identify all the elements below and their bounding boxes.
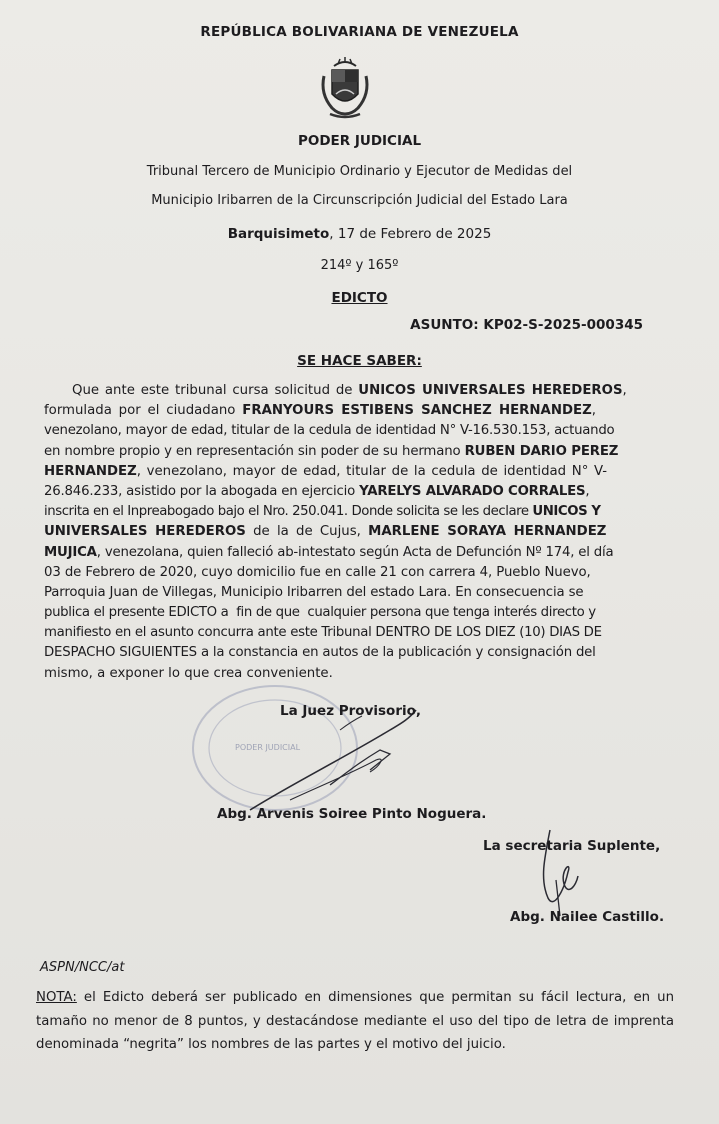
body-line: publica el presente EDICTO a fin de que cualquier persona que tenga interés directo y bbox=[44, 605, 596, 621]
notice-heading: SE HACE SABER: bbox=[297, 353, 422, 369]
branch-heading: PODER JUDICIAL bbox=[297, 133, 422, 149]
body-line: venezolano, mayor de edad, titular de la cedula de identidad N° V-16.530.153, actuando bbox=[44, 423, 615, 439]
secretary-name: Abg. Nailee Castillo. bbox=[510, 909, 665, 925]
court-stamp bbox=[190, 680, 390, 820]
years-line: 214º y 165º bbox=[320, 258, 399, 273]
body-line: en nombre propio y en representación sin poder de su hermano RUBEN DARIO PEREZ bbox=[44, 443, 619, 459]
date-line bbox=[0, 226, 719, 242]
note-text: el Edicto deberá ser publicado en dimensiones que permitan su fácil lectura, en un tamaño no menor de 8 puntos, y destacándose mediante el uso del tipo de letra de imprenta denominada “negrita” los nombres de las partes y el motivo del juicio. bbox=[36, 990, 674, 1052]
body-line: inscrita en el Inpreabogado bajo el Nro. 250.041. Donde solicita se les declare UNICOS Y bbox=[44, 504, 601, 520]
secretary-title: La secretaria Suplente, bbox=[483, 838, 661, 854]
note-label: NOTA: bbox=[36, 990, 77, 1005]
city: Barquisimeto bbox=[227, 226, 330, 242]
tribunal-line-2: Municipio Iribarren de la Circunscripción Judicial del Estado Lara bbox=[151, 193, 568, 208]
document-type: EDICTO bbox=[331, 290, 388, 306]
body-line: formulada por el ciudadano FRANYOURS ESTIBENS SANCHEZ HERNANDEZ, bbox=[44, 403, 596, 419]
body-line: Parroquia Juan de Villegas, Municipio Iribarren del estado Lara. En consecuencia se bbox=[44, 584, 584, 600]
publication-note bbox=[36, 986, 674, 1057]
body-line: MUJICA, venezolana, quien falleció ab-intestato según Acta de Defunción Nº 174, el día bbox=[44, 544, 614, 560]
reference-initials: ASPN/NCC/at bbox=[40, 960, 125, 975]
judge-name: Abg. Arvenis Soiree Pinto Noguera. bbox=[217, 806, 487, 822]
stamp-label: PODER JUDICIAL bbox=[235, 743, 301, 752]
body-line: mismo, a exponer lo que crea conveniente. bbox=[44, 665, 333, 681]
country-heading: REPÚBLICA BOLIVARIANA DE VENEZUELA bbox=[200, 24, 519, 40]
judge-title: La Juez Provisorio, bbox=[280, 703, 422, 719]
date: , 17 de Febrero de 2025 bbox=[329, 226, 492, 242]
coat-of-arms-icon bbox=[316, 56, 374, 120]
body-line: Que ante este tribunal cursa solicitud de UNICOS UNIVERSALES HEREDEROS, bbox=[72, 383, 627, 398]
body-line: HERNANDEZ, venezolano, mayor de edad, titular de la cedula de identidad N° V- bbox=[44, 463, 608, 479]
tribunal-line-1: Tribunal Tercero de Municipio Ordinario y Ejecutor de Medidas del bbox=[146, 164, 573, 179]
case-number: ASUNTO: KP02-S-2025-000345 bbox=[410, 317, 643, 333]
body-line: 03 de Febrero de 2020, cuyo domicilio fue en calle 21 con carrera 4, Pueblo Nuevo, bbox=[44, 564, 591, 580]
body-line: manifiesto en el asunto concurra ante este Tribunal DENTRO DE LOS DIEZ (10) DIAS DE bbox=[44, 625, 602, 641]
secretary-signature bbox=[530, 820, 590, 920]
body-line: DESPACHO SIGUIENTES a la constancia en autos de la publicación y consignación del bbox=[44, 645, 596, 661]
body-line: 26.846.233, asistido por la abogada en ejercicio YARELYS ALVARADO CORRALES, bbox=[44, 483, 590, 499]
edict-body bbox=[44, 381, 656, 684]
body-line: UNIVERSALES HEREDEROS de la de Cujus, MARLENE SORAYA HERNANDEZ bbox=[44, 524, 607, 540]
